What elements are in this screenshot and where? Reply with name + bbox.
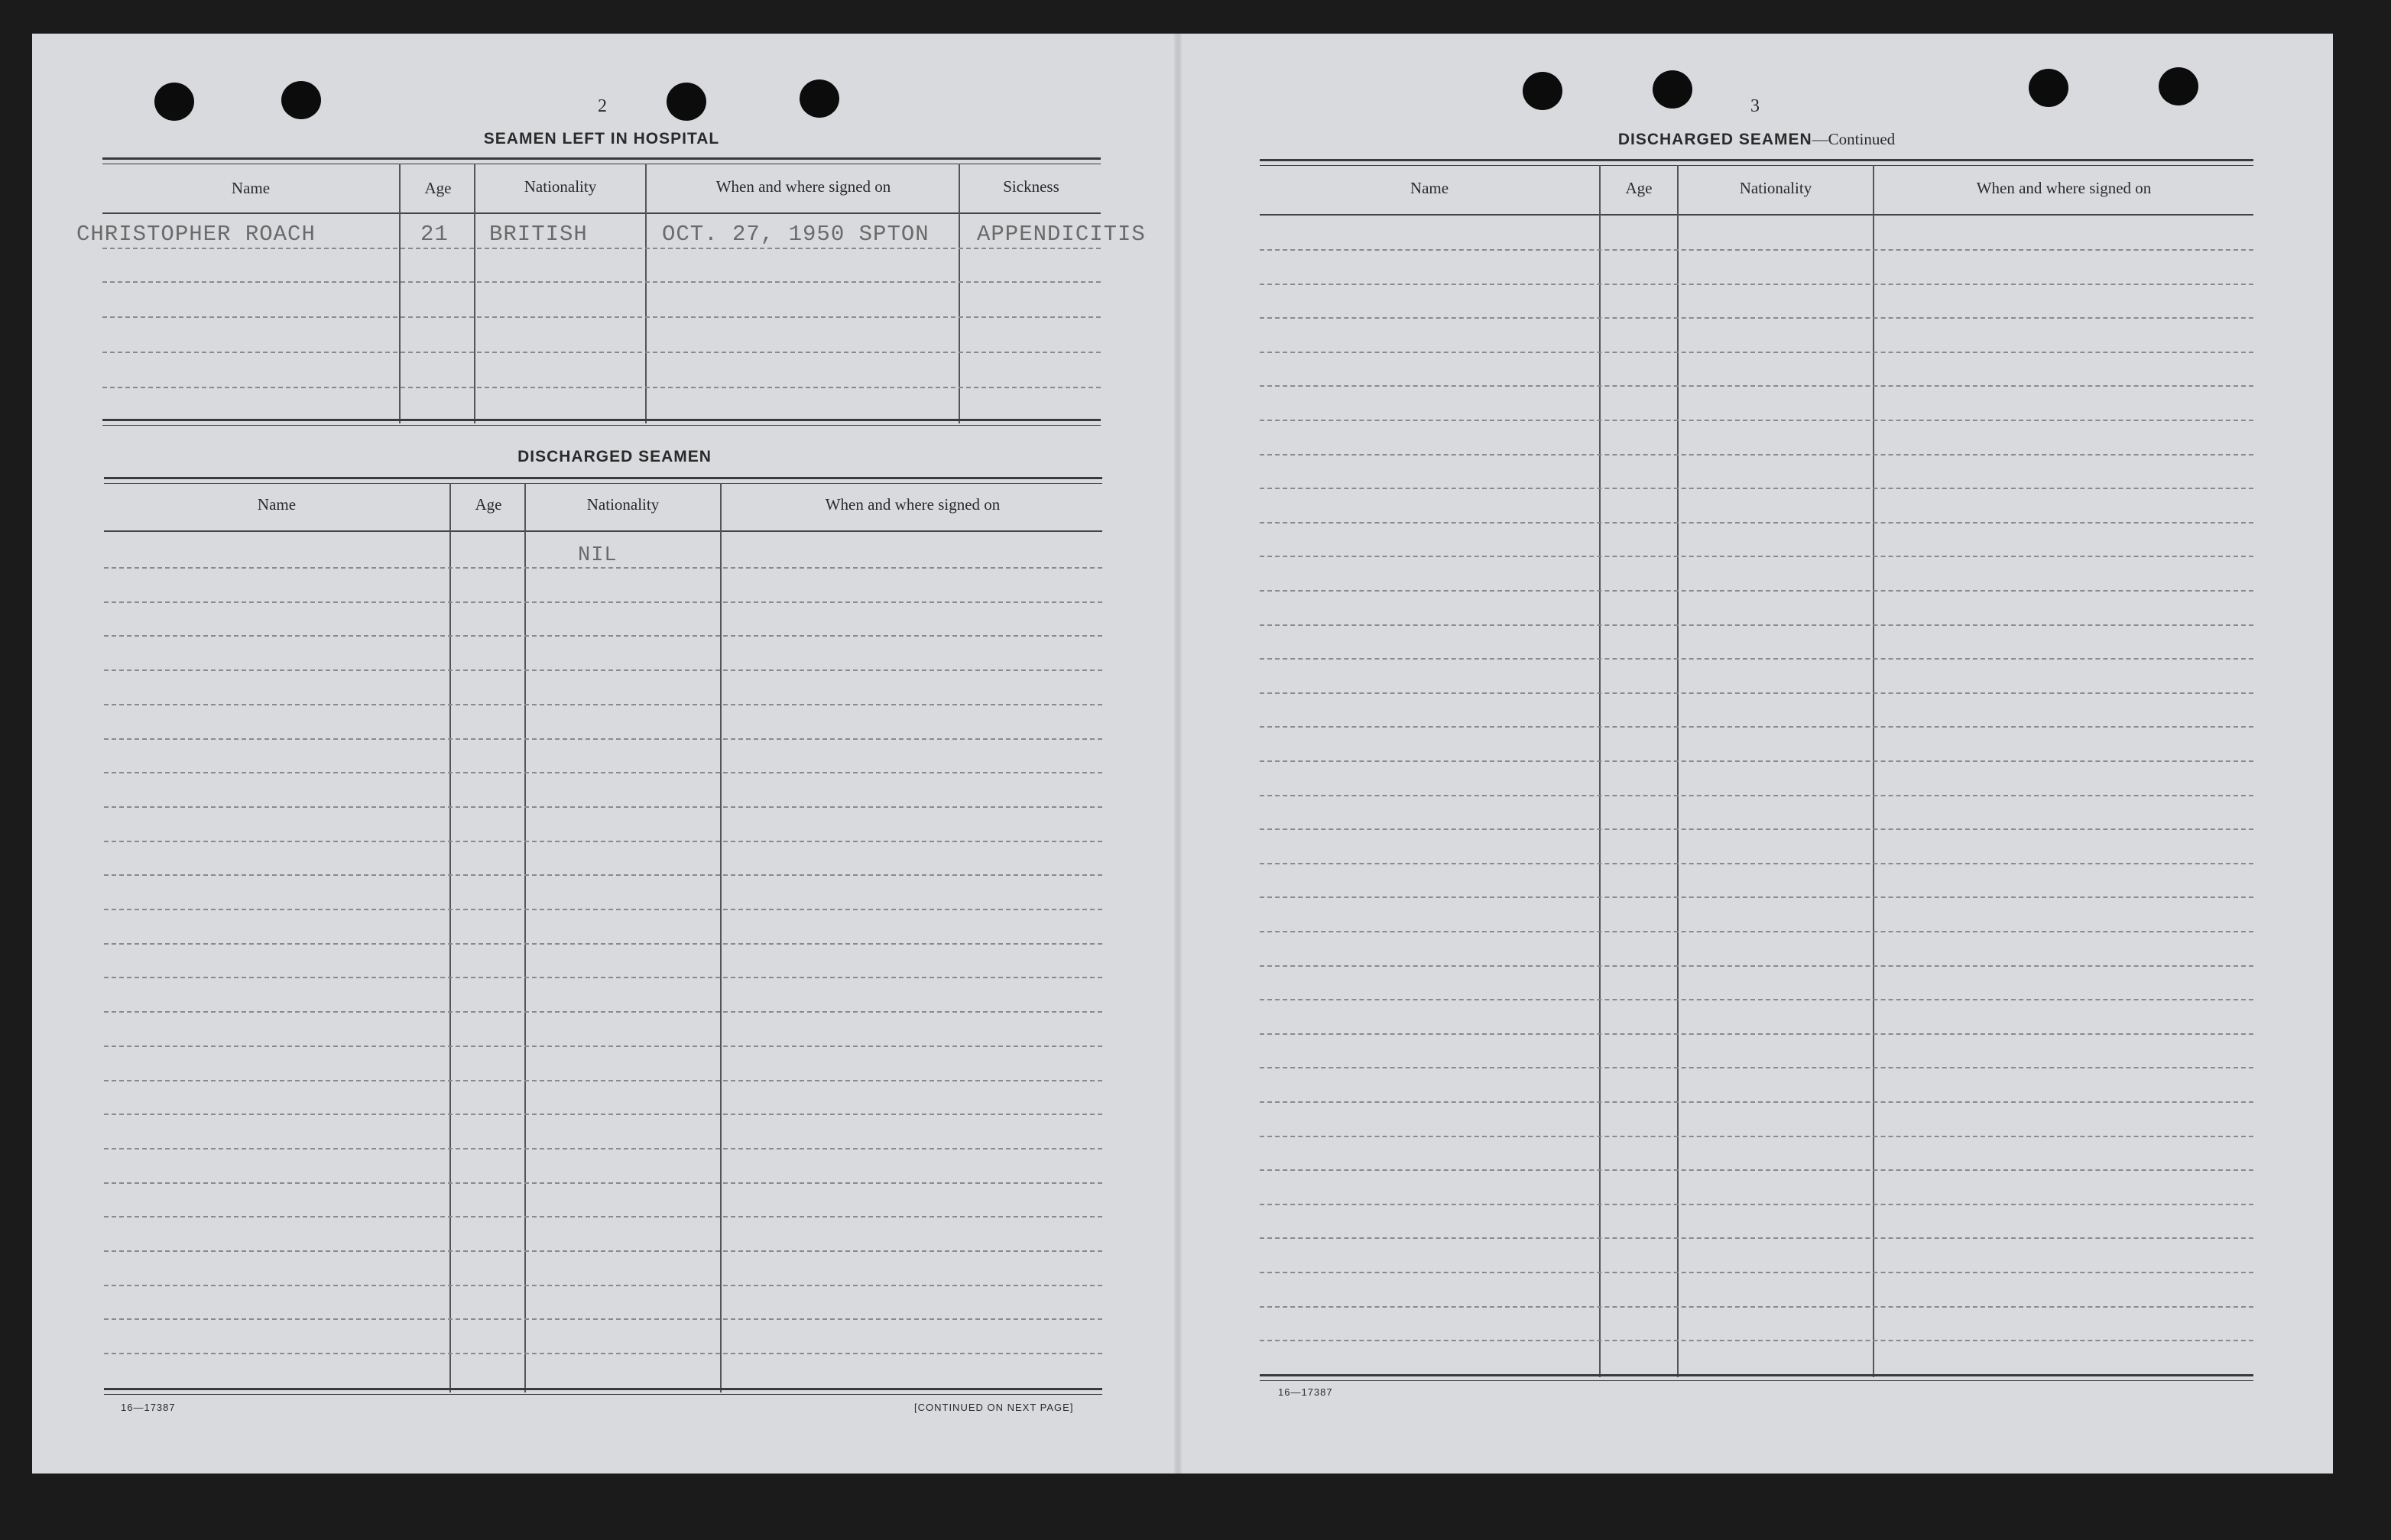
- page-number-right: 3: [1750, 96, 1760, 116]
- right-divider: [1677, 165, 1679, 1377]
- continued-note: [CONTINUED ON NEXT PAGE]: [914, 1402, 1074, 1413]
- ruled-line: [104, 1250, 1102, 1252]
- ruled-line: [104, 1148, 1102, 1149]
- right-col-nationality: Nationality: [1739, 179, 1812, 197]
- ruled-line: [104, 704, 1102, 705]
- discharged-divider: [720, 483, 722, 1392]
- hospital-col-signed-on: When and where signed on: [715, 177, 891, 196]
- hospital-entry-sickness: APPENDICITIS: [977, 222, 1146, 247]
- ruled-line: [104, 1046, 1102, 1047]
- punch-hole: [2029, 69, 2068, 107]
- ruled-line: [104, 1318, 1102, 1320]
- hospital-bottom-rule: [102, 419, 1101, 426]
- hospital-top-rule: [102, 157, 1101, 164]
- ruled-line: [1260, 658, 2253, 660]
- discharged-header-rule: [104, 530, 1102, 532]
- ruled-line: [1260, 795, 2253, 796]
- hospital-entry-age: 21: [420, 222, 449, 247]
- hospital-divider: [959, 164, 960, 423]
- page-fold: [1174, 34, 1182, 1474]
- ruled-line: [1260, 760, 2253, 762]
- right-col-age: Age: [1625, 179, 1653, 197]
- ruled-line: [1260, 1101, 2253, 1103]
- discharged-bottom-rule: [104, 1388, 1102, 1395]
- ruled-line: [104, 874, 1102, 876]
- ruled-line: [104, 909, 1102, 910]
- punch-hole: [800, 79, 839, 118]
- ruled-line: [1260, 420, 2253, 421]
- right-header-rule: [1260, 214, 2253, 216]
- ruled-line: [1260, 454, 2253, 456]
- ruled-line: [104, 567, 1102, 569]
- discharged-top-rule: [104, 477, 1102, 484]
- ruled-line: [104, 1353, 1102, 1354]
- hospital-divider: [474, 164, 475, 423]
- punch-hole: [667, 83, 706, 121]
- ruled-line: [1260, 692, 2253, 694]
- discharged-nil-entry: NIL: [578, 544, 618, 567]
- ruled-line: [1260, 863, 2253, 864]
- discharged-col-nationality: Nationality: [586, 495, 660, 514]
- punch-hole: [154, 83, 194, 121]
- ruled-line: [1260, 488, 2253, 489]
- hospital-row-line: [102, 352, 1101, 353]
- hospital-section-title: SEAMEN LEFT IN HOSPITAL: [483, 130, 720, 148]
- right-divider: [1873, 165, 1874, 1377]
- right-col-signed-on: When and where signed on: [1976, 179, 2152, 197]
- hospital-col-name: Name: [231, 179, 271, 197]
- ruled-line: [104, 738, 1102, 740]
- ruled-line: [104, 772, 1102, 773]
- hospital-entry-signed-on: OCT. 27, 1950 SPTON: [662, 222, 929, 247]
- discharged-divider: [449, 483, 451, 1392]
- hospital-row-line: [102, 248, 1101, 249]
- ruled-line: [1260, 1169, 2253, 1171]
- ruled-line: [104, 806, 1102, 808]
- discharged-col-signed-on: When and where signed on: [825, 495, 1001, 514]
- discharged-divider: [524, 483, 526, 1392]
- ruled-line: [1260, 249, 2253, 251]
- punch-hole: [281, 81, 321, 119]
- ruled-line: [1260, 284, 2253, 285]
- hospital-divider: [399, 164, 401, 423]
- ruled-line: [1260, 1204, 2253, 1205]
- punch-hole: [2159, 67, 2198, 105]
- ruled-line: [104, 943, 1102, 945]
- ruled-line: [1260, 317, 2253, 319]
- ruled-line: [104, 1182, 1102, 1184]
- hospital-divider: [645, 164, 647, 423]
- ruled-line: [1260, 1340, 2253, 1341]
- ruled-line: [104, 1114, 1102, 1115]
- right-top-rule: [1260, 159, 2253, 166]
- ruled-line: [104, 1285, 1102, 1286]
- ruled-line: [104, 841, 1102, 842]
- right-title-main: DISCHARGED SEAMEN: [1617, 131, 1812, 148]
- right-title-suffix: —Continued: [1812, 130, 1896, 148]
- ruled-line: [104, 1216, 1102, 1217]
- ruled-line: [104, 601, 1102, 603]
- ruled-line: [1260, 828, 2253, 830]
- ruled-line: [1260, 931, 2253, 932]
- discharged-section-title: DISCHARGED SEAMEN: [517, 448, 712, 465]
- ruled-line: [104, 977, 1102, 978]
- ruled-line: [1260, 1067, 2253, 1068]
- ruled-line: [1260, 1033, 2253, 1035]
- ruled-line: [1260, 624, 2253, 626]
- punch-hole: [1653, 70, 1692, 109]
- hospital-col-nationality: Nationality: [524, 177, 597, 196]
- ruled-line: [1260, 556, 2253, 557]
- ruled-line: [1260, 1272, 2253, 1273]
- ruled-line: [104, 635, 1102, 637]
- hospital-header-rule: [102, 212, 1101, 214]
- ruled-line: [104, 1080, 1102, 1081]
- ruled-line: [1260, 999, 2253, 1000]
- discharged-col-name: Name: [257, 495, 297, 514]
- hospital-row-line: [102, 281, 1101, 283]
- hospital-entry-nationality: BRITISH: [489, 222, 588, 247]
- page-number-left: 2: [598, 96, 607, 116]
- punch-hole: [1523, 72, 1562, 110]
- right-divider: [1599, 165, 1601, 1377]
- right-col-name: Name: [1410, 179, 1449, 197]
- hospital-row-line: [102, 387, 1101, 388]
- hospital-col-sickness: Sickness: [1003, 177, 1059, 196]
- hospital-col-age: Age: [424, 179, 452, 197]
- right-section-title: [1260, 130, 2253, 149]
- ruled-line: [1260, 385, 2253, 387]
- ruled-line: [1260, 965, 2253, 967]
- hospital-row-line: [102, 316, 1101, 318]
- discharged-col-age: Age: [475, 495, 502, 514]
- ruled-line: [1260, 590, 2253, 592]
- form-number-right: 16—17387: [1278, 1386, 1333, 1398]
- form-number-left: 16—17387: [121, 1402, 176, 1413]
- right-bottom-rule: [1260, 1374, 2253, 1381]
- ruled-line: [1260, 1237, 2253, 1239]
- ruled-line: [104, 1011, 1102, 1013]
- ruled-line: [1260, 726, 2253, 728]
- ruled-line: [1260, 1306, 2253, 1308]
- ruled-line: [104, 669, 1102, 671]
- ruled-line: [1260, 352, 2253, 353]
- ruled-line: [1260, 1136, 2253, 1137]
- ruled-line: [1260, 896, 2253, 898]
- hospital-entry-name: CHRISTOPHER ROACH: [76, 222, 316, 247]
- ruled-line: [1260, 522, 2253, 524]
